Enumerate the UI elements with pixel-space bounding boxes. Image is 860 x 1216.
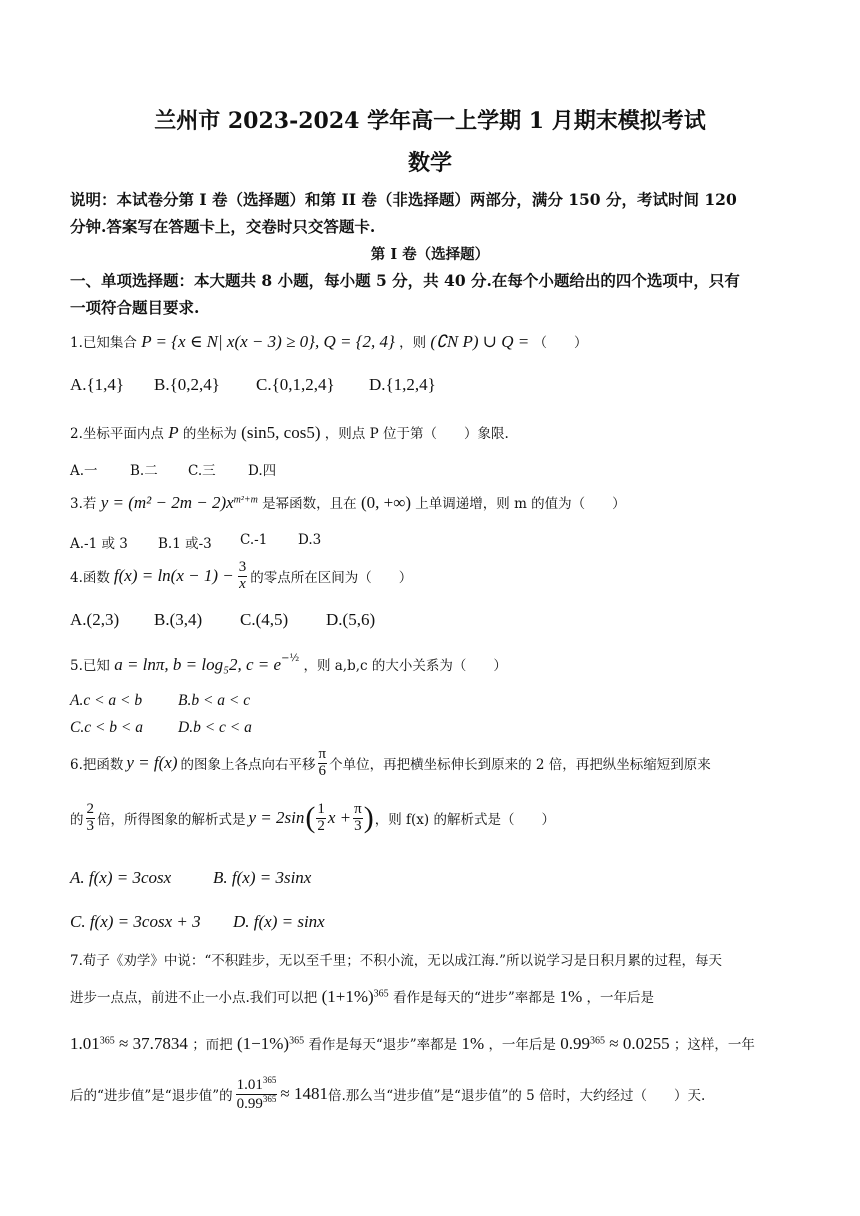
- q7-text-e: ，一年后是: [488, 1037, 556, 1053]
- q7-line4-suffix: 倍.那么当“进步值”是“退步值”的 5 倍时，大约经过（ ）天.: [327, 1088, 706, 1105]
- q6-frac3-den: 2: [317, 817, 325, 834]
- q7-ratio-den: 0.99: [236, 1095, 263, 1112]
- q2-option-c[interactable]: C.三: [188, 463, 216, 479]
- q2-math-coords: (sin5, cos5): [241, 423, 321, 442]
- question-3-stem: [70, 492, 626, 513]
- q3-math-func: y = (m² − 2m − 2)x: [100, 493, 234, 512]
- instructions-line-2: 分钟.答案写在答题卡上，交卷时只交答题卡.: [70, 217, 376, 236]
- question-7-line-1: 7.荀子《劝学》中说：“不积跬步，无以至千里；不积小流，无以成江海.”所以说学习是日积月累的过程，每天: [70, 953, 722, 969]
- q7-exp-3: 365: [589, 1035, 605, 1047]
- q6-frac2-num: 2: [86, 801, 94, 817]
- q7-ratio-den-exp: 365: [262, 1093, 277, 1104]
- q6-math-func: y = f(x): [126, 753, 178, 773]
- q3-math-exponent: m²+m: [233, 494, 258, 506]
- q7-line2-prefix: 进步一点点，前进不止一小点.我们可以把: [70, 990, 318, 1006]
- q1-math-sets: P = {x ∈ N| x(x − 3) ≥ 0}, Q = {2, 4}: [141, 332, 395, 351]
- q6-frac2-den: 3: [86, 817, 94, 834]
- q6-line2-mid: 倍，所得图象的解析式是: [97, 812, 246, 829]
- question-6-line-2: 的 $\frac{2}{3}$ 倍，所得图象的解析式是 y = 2sin ( $\frac{1}{2}$ x + $\frac{\pi}{3}$ ) ，则 f(x) 的解析式是（ ）: [70, 801, 555, 835]
- q6-line2-suffix: ，则 f(x) 的解析式是（ ）: [374, 812, 555, 829]
- q4-frac-num: 3: [238, 559, 247, 575]
- q6-fraction-pi-3: [353, 802, 363, 835]
- q5-option-d[interactable]: D.b < c < a: [178, 719, 252, 736]
- q7-math-decline: (1−1%): [236, 1034, 290, 1053]
- q6-line1-suffix: 个单位，再把横坐标伸长到原来的 2 倍，再把纵坐标缩短到原来: [329, 757, 711, 774]
- q3-prefix: 3.若: [70, 496, 97, 512]
- q5-suffix: ，则 a,b,c 的大小关系为（ ）: [303, 658, 507, 674]
- q7-base-1-01: 1.01: [70, 1034, 100, 1053]
- q4-option-b[interactable]: B.(3,4): [154, 610, 203, 629]
- q3-option-d[interactable]: D.3: [298, 532, 322, 548]
- q1-prefix: 1.已知集合: [70, 335, 137, 351]
- q6-frac1-den: 6: [318, 762, 327, 779]
- exam-title: 兰州市 2023-2024 学年高一上学期 1 月期末模拟考试: [154, 108, 706, 134]
- q6-frac3-num: 1: [317, 801, 325, 817]
- section-heading-line-2: 一项符合题目要求.: [70, 298, 200, 317]
- q7-exp-1: 365: [99, 1035, 115, 1047]
- q7-base-0-99: 0.99: [560, 1034, 590, 1053]
- q7-growth-exponent: 365: [373, 988, 389, 1000]
- q7-value-0-0255: ≈ 0.0255: [609, 1034, 670, 1053]
- q1-option-a[interactable]: A.{1,4}: [70, 375, 125, 394]
- q4-fraction: [238, 560, 248, 593]
- q6-fraction-1-2: [316, 802, 326, 835]
- q2-suffix: ，则点 P 位于第（ ）象限.: [324, 426, 509, 442]
- question-5-stem: [70, 654, 507, 675]
- q7-exp-2: 365: [289, 1035, 305, 1047]
- q4-frac-den: x: [239, 575, 246, 592]
- q5-prefix: 5.已知: [70, 658, 110, 674]
- q2-option-b[interactable]: B.二: [130, 463, 158, 479]
- instructions-line-1: 说明：本试卷分第 I 卷（选择题）和第 II 卷（非选择题）两部分，满分 150 分，考试时间 120: [70, 190, 737, 209]
- question-2-stem: [70, 422, 509, 443]
- q6-mid: 的图象上各点向右平移: [180, 757, 316, 774]
- q5-option-b[interactable]: B.b < a < c: [178, 692, 251, 709]
- q6-option-b[interactable]: B. f(x) = 3sinx: [213, 868, 312, 887]
- question-7-line-4: [70, 1076, 705, 1113]
- q1-math-expr: (∁N P) ∪ Q =: [430, 332, 530, 351]
- q5-math-exponent: −½: [281, 652, 300, 664]
- q7-value-37: ≈ 37.7834: [119, 1034, 188, 1053]
- question-7-line-3: [70, 1033, 755, 1054]
- q4-suffix: 的零点所在区间为（ ）: [250, 570, 413, 587]
- q6-close-paren: ): [363, 801, 374, 835]
- question-6-line-1: [70, 747, 711, 780]
- q6-option-c[interactable]: C. f(x) = 3cosx + 3: [70, 912, 201, 931]
- q7-ratio-num-exp: 365: [262, 1075, 277, 1085]
- q7-ratio-fraction: [236, 1076, 278, 1113]
- q5-math-values: a = lnπ, b = log₅2, c = e: [114, 655, 282, 674]
- q7-math-growth: (1+1%): [321, 987, 374, 1006]
- q5-option-c[interactable]: C.c < b < a: [70, 719, 144, 736]
- q7-percent-2: 1%: [461, 1034, 485, 1053]
- q3-option-b[interactable]: B.1 或-3: [158, 536, 212, 552]
- q7-percent-1: 1%: [559, 987, 583, 1006]
- q6-frac1-num: π: [318, 746, 327, 762]
- q4-option-a[interactable]: A.(2,3): [70, 610, 120, 629]
- q4-option-c[interactable]: C.(4,5): [240, 610, 289, 629]
- q2-prefix: 2.坐标平面内点: [70, 426, 164, 442]
- q4-math-func: f(x) = ln(x − 1) −: [113, 566, 234, 586]
- q7-text-c: ；而把: [192, 1037, 233, 1053]
- q7-value-1481: ≈ 1481: [280, 1084, 328, 1104]
- q6-math-result: y = 2sin: [248, 808, 305, 828]
- q3-math-interval: (0, +∞): [360, 493, 411, 512]
- q3-suffix: 上单调递增，则 m 的值为（ ）: [415, 496, 626, 512]
- q6-frac4-den: 3: [354, 817, 362, 834]
- q6-option-a[interactable]: A. f(x) = 3cosx: [70, 868, 172, 887]
- part1-heading: 第 I 卷（选择题）: [370, 246, 490, 263]
- q3-option-c[interactable]: C.-1: [240, 532, 268, 548]
- q3-mid: 是幂函数，且在: [262, 496, 357, 512]
- q7-text-h: ；这样，一年: [673, 1037, 755, 1053]
- q1-option-b[interactable]: B.{0,2,4}: [154, 375, 220, 394]
- q6-fraction-2-3: [86, 802, 96, 835]
- q4-prefix: 4.函数: [70, 570, 110, 587]
- question-4-stem: [70, 560, 412, 593]
- q7-line2-suffix: ，一年后是: [586, 990, 655, 1006]
- q2-option-a[interactable]: A.一: [70, 463, 98, 479]
- q2-option-d[interactable]: D.四: [248, 463, 277, 479]
- q2-math-point: P: [168, 423, 179, 442]
- section-heading-line-1: 一、单项选择题：本大题共 8 小题，每小题 5 分，共 40 分.在每个小题给出的四个选项中，只有: [70, 271, 740, 290]
- q3-option-a[interactable]: A.-1 或 3: [70, 536, 128, 552]
- q4-option-d[interactable]: D.(5,6): [326, 610, 376, 629]
- question-7-line-2: [70, 986, 654, 1007]
- q6-frac4-num: π: [354, 801, 362, 817]
- q1-option-c[interactable]: C.{0,1,2,4}: [256, 375, 335, 394]
- q1-suffix: （ ）: [533, 335, 588, 351]
- q7-line4-prefix: 后的“进步值”是“退步值”的: [70, 1088, 233, 1105]
- q7-text-d: 看作是每天“退步”率都是: [308, 1037, 458, 1053]
- q7-line2-mid: 看作是每天的“进步”率都是: [392, 990, 556, 1006]
- q2-mid: 的坐标为: [182, 426, 237, 442]
- question-1-stem: [70, 331, 588, 352]
- q6-open-paren: (: [305, 801, 316, 835]
- q6-prefix: 6.把函数: [70, 757, 124, 774]
- q5-option-a[interactable]: A.c < a < b: [70, 692, 143, 709]
- q6-line2-prefix: 的: [70, 812, 84, 829]
- subject-title: 数学: [407, 150, 452, 176]
- q7-ratio-num: 1.01: [236, 1077, 263, 1093]
- q6-option-d[interactable]: D. f(x) = sinx: [233, 912, 325, 931]
- q6-fraction-pi-6: [318, 747, 328, 780]
- q1-option-d[interactable]: D.{1,2,4}: [369, 375, 436, 394]
- q1-mid: ，则: [399, 335, 427, 351]
